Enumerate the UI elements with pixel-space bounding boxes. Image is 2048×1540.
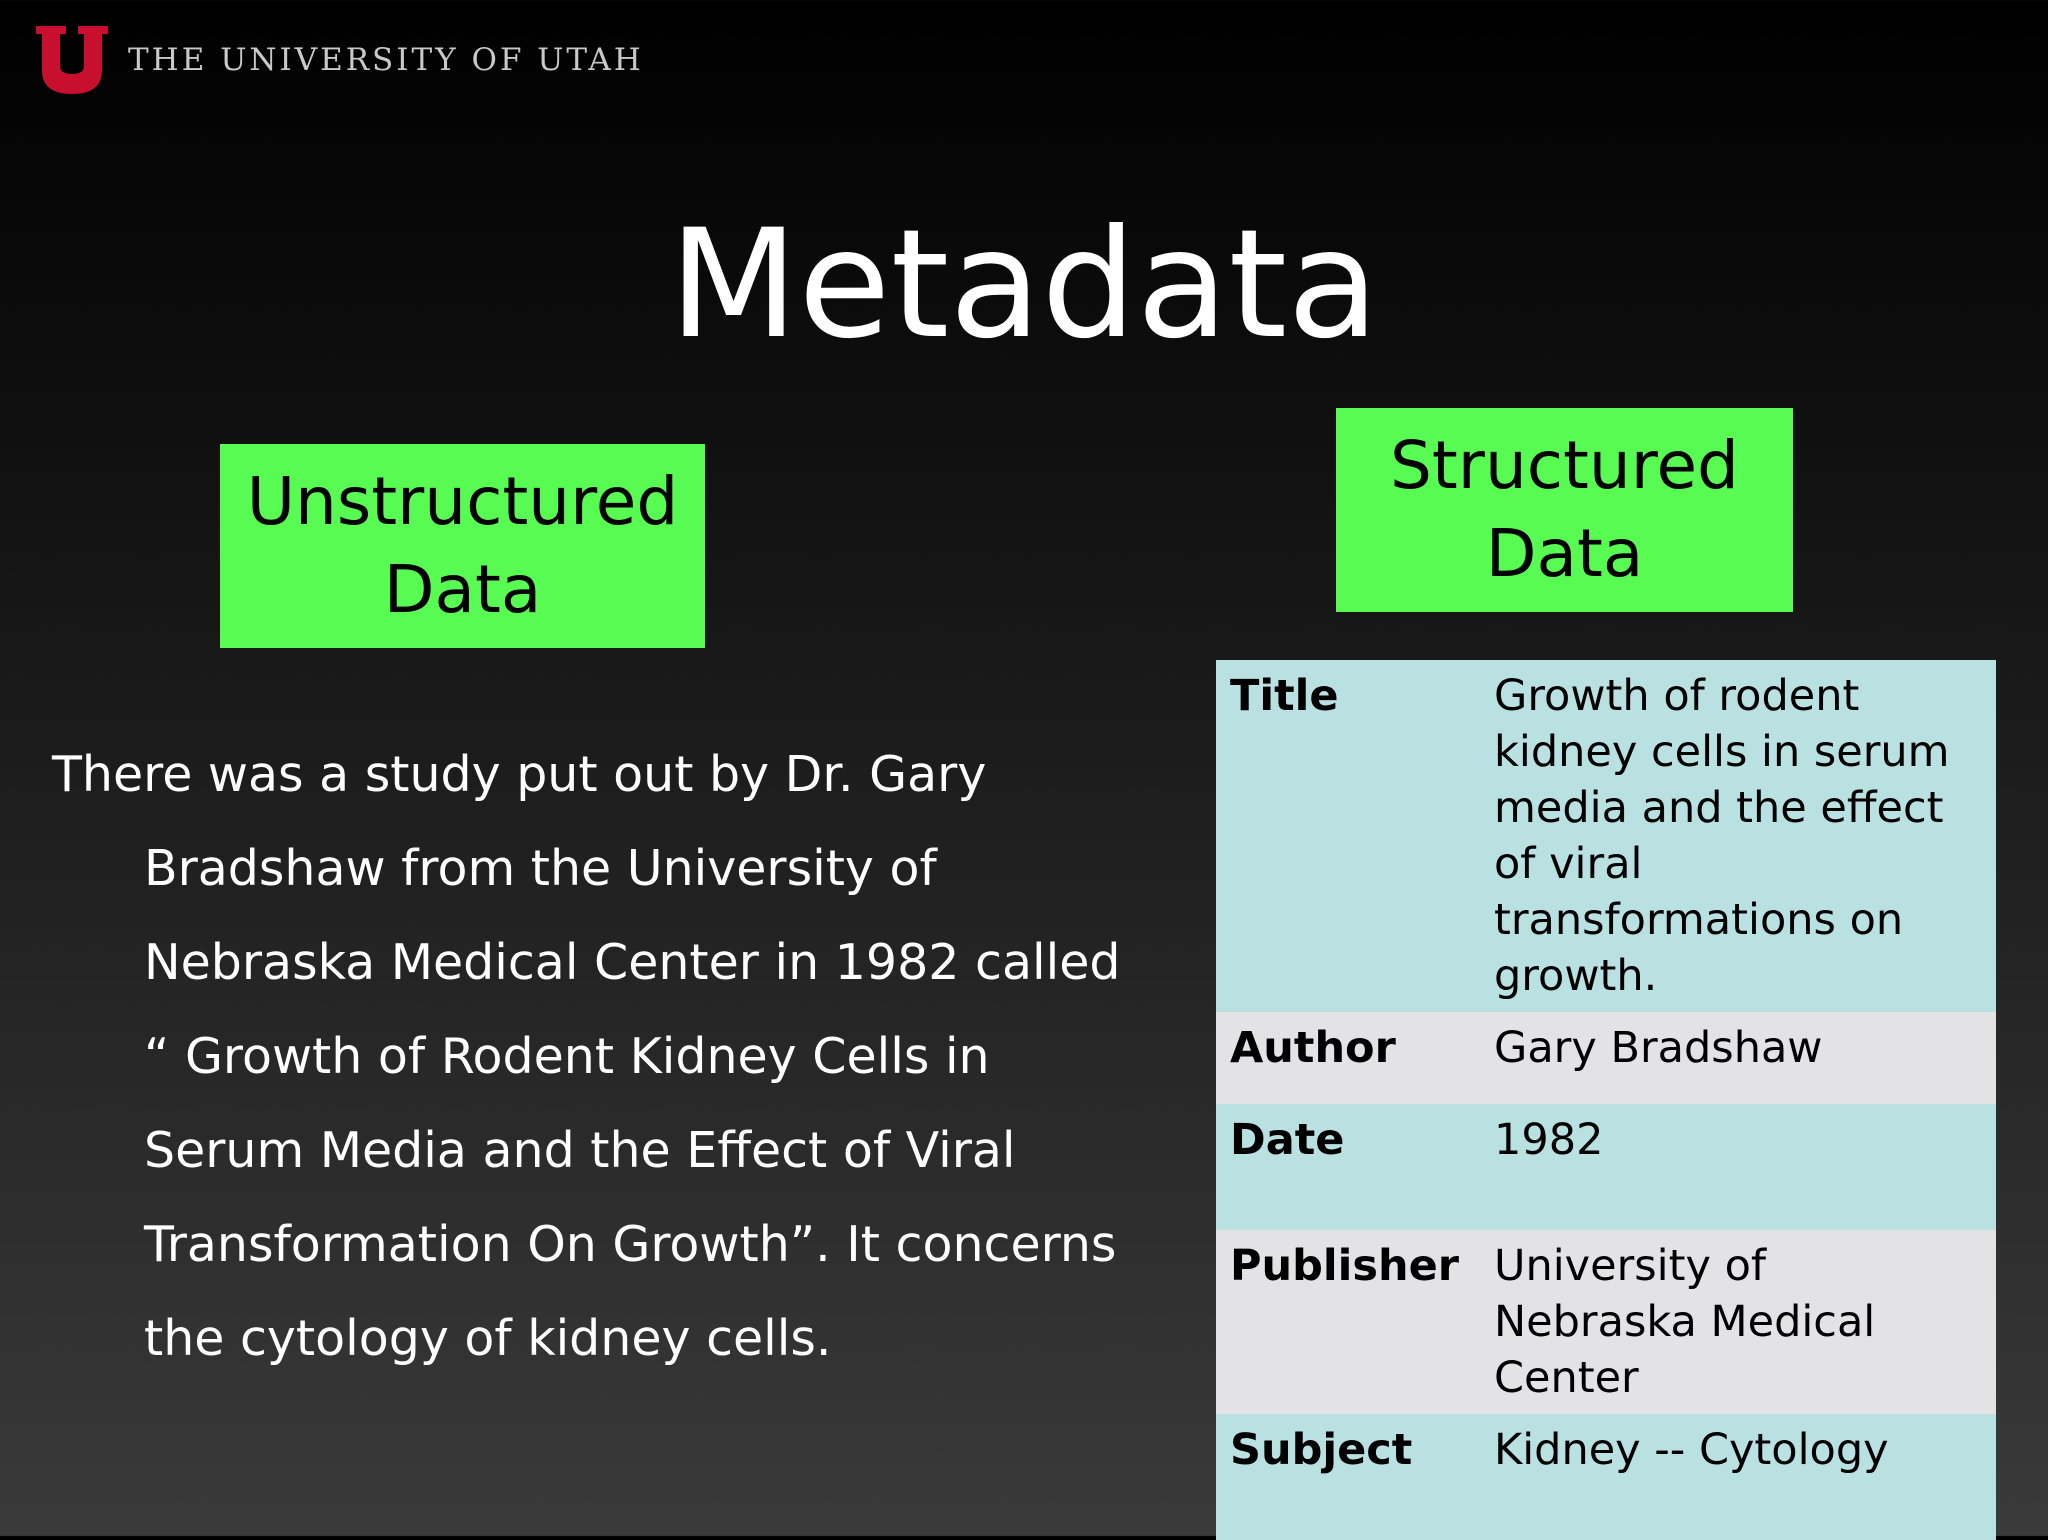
row-key: Date [1230, 1115, 1345, 1165]
row-key: Publisher [1230, 1241, 1459, 1291]
unstructured-data-label [220, 444, 705, 648]
row-value: University of Nebraska Medical Center [1494, 1241, 1876, 1403]
structured-label-line1: Structured [1390, 427, 1739, 504]
table-row [1216, 1230, 1996, 1414]
table-row [1216, 1012, 1996, 1104]
row-value: Gary Bradshaw [1494, 1023, 1823, 1073]
row-value: 1982 [1494, 1115, 1604, 1165]
row-key: Title [1230, 671, 1339, 721]
unstructured-label-line1: Unstructured [246, 463, 679, 540]
university-logo [36, 26, 644, 94]
unstructured-label-line2: Data [383, 551, 542, 628]
table-row [1216, 1414, 1996, 1540]
structured-label-line2: Data [1485, 515, 1644, 592]
table-row [1216, 660, 1996, 1012]
block-u-icon [36, 26, 108, 94]
row-key: Author [1230, 1023, 1396, 1073]
row-value: Kidney -- Cytology [1494, 1425, 1889, 1475]
unstructured-text: There was a study put out by Dr. Gary Bradshaw from the University of Nebraska Medical Center in 1982 called “ Growth of Rodent Kidney Cells in Serum Media and the Effect of Viral Transformation On Growth”. It concerns the cytology of kidney cells. [52, 746, 1121, 1367]
row-value: Growth of rodent kidney cells in serum media and the effect of viral transformations on growth. [1494, 671, 1950, 1001]
slide-title: Metadata [668, 198, 1380, 372]
structured-data-label [1336, 408, 1793, 612]
university-name: THE UNIVERSITY OF UTAH [128, 42, 644, 78]
row-key: Subject [1230, 1425, 1413, 1475]
table-row [1216, 1104, 1996, 1230]
metadata-table [1216, 660, 1996, 1540]
